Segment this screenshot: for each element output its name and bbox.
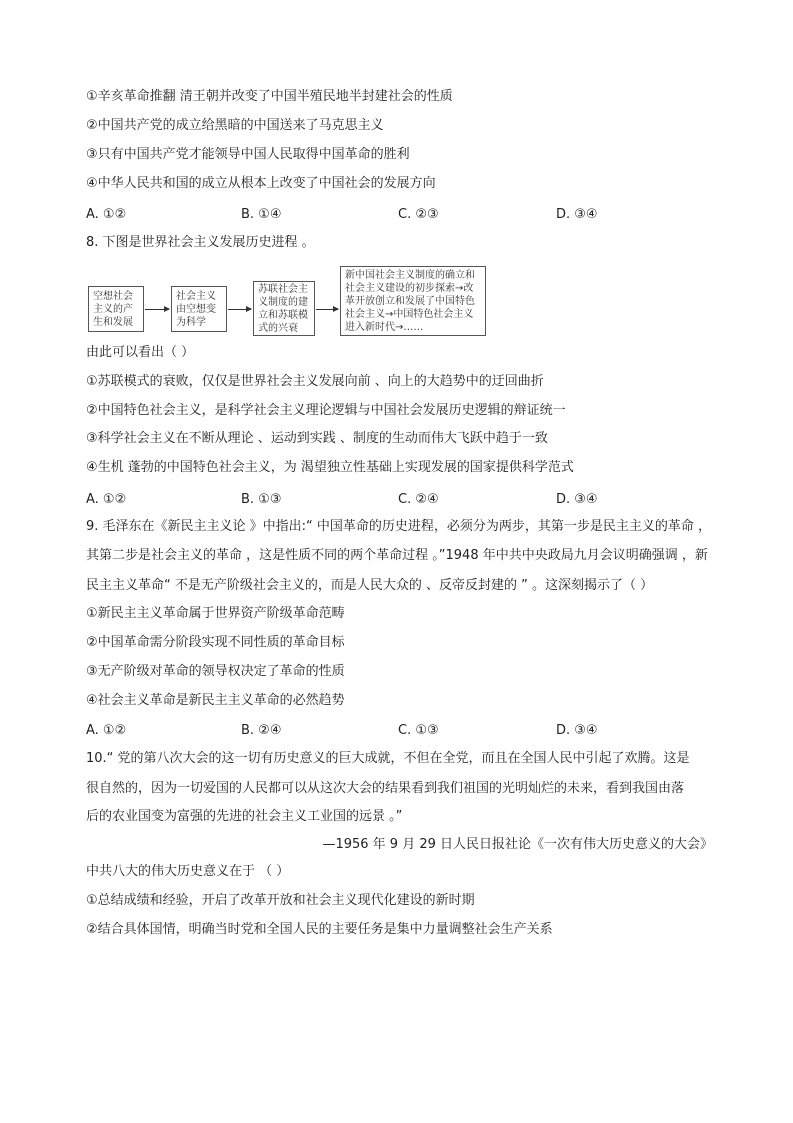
q8-statement-2: ②中国特色社会主义，是科学社会主义理论逻辑与中国社会发展历史逻辑的辩证统一 [86, 403, 566, 418]
q9-stem-line-1: 9. 毛泽东在《新民主主义论 》中指出:“ 中国革命的历史进程，必须分为两步，其第一步是民主主义的革命 ， [86, 519, 712, 534]
q8-option-d: D. ③④ [556, 492, 598, 507]
flow-arrow-2 [228, 309, 251, 310]
flow-arrow-3 [316, 309, 338, 310]
q7-statement-1: ①辛亥革命推翻 清王朝并改变了中国半殖民地半封建社会的性质 [86, 89, 453, 104]
q8-prompt: 由此可以看出（ ） [86, 345, 195, 360]
q8-statement-3: ③科学社会主义在不断从理论 、运动到实践 、制度的生动而伟大飞跃中趋于一致 [86, 431, 548, 446]
q7-option-d: D. ③④ [556, 207, 598, 222]
q7-statement-3: ③只有中国共产党才能领导中国人民取得中国革命的胜利 [86, 147, 410, 162]
q10-statement-1: ①总结成绩和经验，开启了改革开放和社会主义现代化建设的新时期 [86, 893, 475, 908]
q10-quote-line-2: 很自然的，因为一切爱国的人民都可以从这次大会的结果看到我们祖国的光明灿烂的未来，看到我国由落 [86, 781, 685, 796]
q10-statement-2: ②结合具体国情，明确当时党和全国人民的主要任务是集中力量调整社会生产关系 [86, 922, 553, 937]
flow-box-china: 新中国社会主义制度的确立和 社会主义建设的初步探索→改 革开放创立和发展了中国特色 社会主义→中国特色社会主义 进入新时代→…… [340, 266, 486, 336]
flow-arrow-1 [145, 309, 169, 310]
q9-stem-line-3: 民主主义革命“ 不是无产阶级社会主义的，而是人民大众的 、反帝反封建的 ” 。这深刻揭示了（ ） [86, 578, 654, 593]
q8-option-a: A. ①② [86, 492, 127, 507]
q8-statement-1: ①苏联模式的衰败，仅仅是世界社会主义发展向前 、向上的大趋势中的迂回曲折 [86, 374, 544, 389]
q9-statement-4: ④社会主义革命是新民主主义革命的必然趋势 [86, 693, 345, 708]
q10-source: —1956 年 9 月 29 日人民日报社论《一次有伟大历史意义的大会》 [322, 837, 713, 852]
flow-box-soviet: 苏联社会主 义制度的建 立和苏联模 式的兴衰 [253, 281, 315, 336]
q9-statement-2: ②中国革命需分阶段实现不同性质的革命目标 [86, 635, 345, 650]
q9-option-c: C. ①③ [398, 723, 439, 738]
q8-stem: 8. 下图是世界社会主义发展历史进程 。 [86, 235, 315, 250]
q10-prompt: 中共八大的伟大历史意义在于 （ ） [86, 864, 290, 879]
flow-box-utopian: 空想社会 主义的产 生和发展 [88, 286, 144, 332]
q7-statement-2: ②中国共产党的成立给黑暗的中国送来了马克思主义 [86, 118, 384, 133]
q7-option-c: C. ②③ [398, 207, 439, 222]
q10-quote-line-3: 后的农业国变为富强的先进的社会主义工业国的远景 。” [86, 809, 403, 824]
q9-option-d: D. ③④ [556, 723, 598, 738]
q7-statement-4: ④中华人民共和国的成立从根本上改变了中国社会的发展方向 [86, 176, 436, 191]
q10-quote-line-1: 10.“ 党的第八次大会的这一切有历史意义的巨大成就，不但在全党，而且在全国人民中引起了欢腾。这是 [86, 751, 690, 766]
q7-option-b: B. ①④ [241, 207, 282, 222]
flow-box-scientific: 社会主义 由空想变 为科学 [171, 286, 227, 332]
q8-option-b: B. ①③ [241, 492, 282, 507]
q9-option-b: B. ②④ [241, 723, 282, 738]
q9-statement-3: ③无产阶级对革命的领导权决定了革命的性质 [86, 664, 345, 679]
q9-option-a: A. ①② [86, 723, 127, 738]
q8-option-c: C. ②④ [398, 492, 439, 507]
q9-stem-line-2: 其第二步是社会主义的革命 ，这是性质不同的两个革命过程 。”1948 年中共中央政局九月会议明确强调 ，新 [86, 548, 708, 563]
q7-option-a: A. ①② [86, 207, 127, 222]
q9-statement-1: ①新民主主义革命属于世界资产阶级革命范畴 [86, 606, 345, 621]
q8-statement-4: ④生机 蓬勃的中国特色社会主义，为 渴望独立性基础上实现发展的国家提供科学范式 [86, 460, 574, 475]
